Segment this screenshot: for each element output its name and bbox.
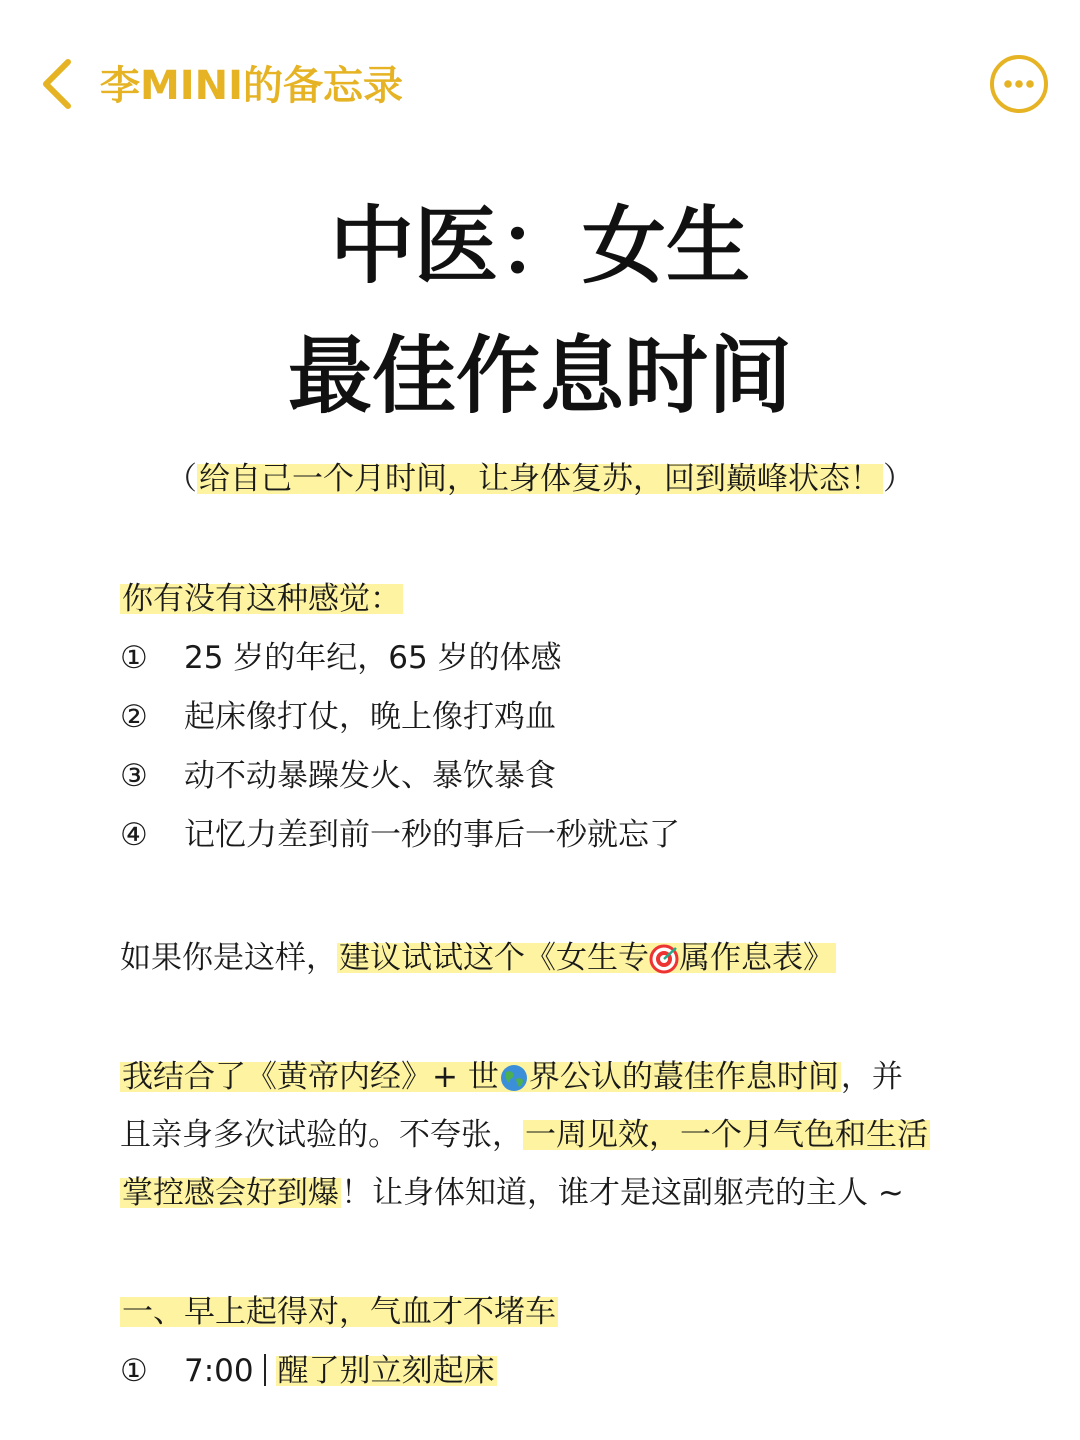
list-item <box>120 812 680 858</box>
suggestion-prefix: 如果你是这样， <box>120 940 337 976</box>
separator-bar <box>264 1354 266 1386</box>
paragraph-text-3-tail: ！让身体知道，谁才是这副躯壳的主人 ~ <box>341 1175 904 1211</box>
paragraph-line-3 <box>120 1170 904 1216</box>
list-item-text: 25 岁的年纪，65 岁的体感 <box>184 640 562 676</box>
section-heading <box>120 1289 558 1335</box>
paragraph-text-1a: 我结合了《黄帝内经》+ 世 <box>122 1059 499 1095</box>
suggestion-text-b: 属作息表》 <box>679 940 834 976</box>
target-icon <box>649 944 679 975</box>
list-item <box>120 753 556 799</box>
note-title-line-1: 中医：女生 <box>329 197 750 295</box>
suggestion-highlight <box>337 940 836 976</box>
list-item-number: ③ <box>120 758 148 794</box>
back-button[interactable] <box>36 56 78 112</box>
list-item-text: 动不动暴躁发火、暴饮暴食 <box>184 758 556 794</box>
paragraph-text-1b: 界公认的蕞佳作息时间 <box>528 1059 839 1095</box>
chevron-left-icon <box>36 56 78 112</box>
schedule-text: 醒了别立刻起床 <box>277 1353 495 1389</box>
more-dots-icon <box>988 53 1050 115</box>
section-heading-text: 一、早上起得对，气血才不堵车 <box>122 1294 556 1330</box>
suggestion-text-a: 建议试试这个《女生专 <box>339 940 649 976</box>
question-text: 你有没有这种感觉： <box>122 581 401 617</box>
paragraph-highlight-3: 掌控感会好到爆 <box>122 1175 339 1211</box>
paragraph-line-2 <box>120 1112 930 1158</box>
note-title-line-2: 最佳作息时间 <box>287 327 792 425</box>
subtitle-close-paren: ） <box>883 461 914 497</box>
list-item-number: ④ <box>120 817 148 853</box>
paragraph-text-2-head: 且亲身多次试验的。不夸张， <box>120 1117 523 1153</box>
schedule-item <box>120 1348 497 1394</box>
paragraph-line-1 <box>120 1054 903 1100</box>
list-item <box>120 694 556 740</box>
schedule-item-number: ① <box>120 1353 148 1389</box>
note-subtitle <box>0 456 1080 502</box>
schedule-time: 7:00 <box>184 1353 254 1389</box>
list-item-text: 起床像打仗，晚上像打鸡血 <box>184 699 556 735</box>
globe-icon <box>499 1063 529 1094</box>
paragraph-text-1-tail: ，并 <box>840 1059 903 1095</box>
more-button[interactable] <box>988 53 1050 115</box>
list-item <box>120 635 562 681</box>
notes-folder-title[interactable]: 李MINI的备忘录 <box>100 63 404 109</box>
paragraph-highlight-2: 一周见效，一个月气色和生活 <box>525 1117 928 1153</box>
subtitle-highlight: 给自己一个月时间，让身体复苏，回到巅峰状态！ <box>199 461 881 497</box>
list-item-text: 记忆力差到前一秒的事后一秒就忘了 <box>184 817 680 853</box>
paragraph-highlight-1 <box>120 1059 841 1095</box>
suggestion-line <box>120 935 836 981</box>
question-line <box>120 576 403 622</box>
subtitle-open-paren: （ <box>166 461 197 497</box>
list-item-number: ② <box>120 699 148 735</box>
list-item-number: ① <box>120 640 148 676</box>
